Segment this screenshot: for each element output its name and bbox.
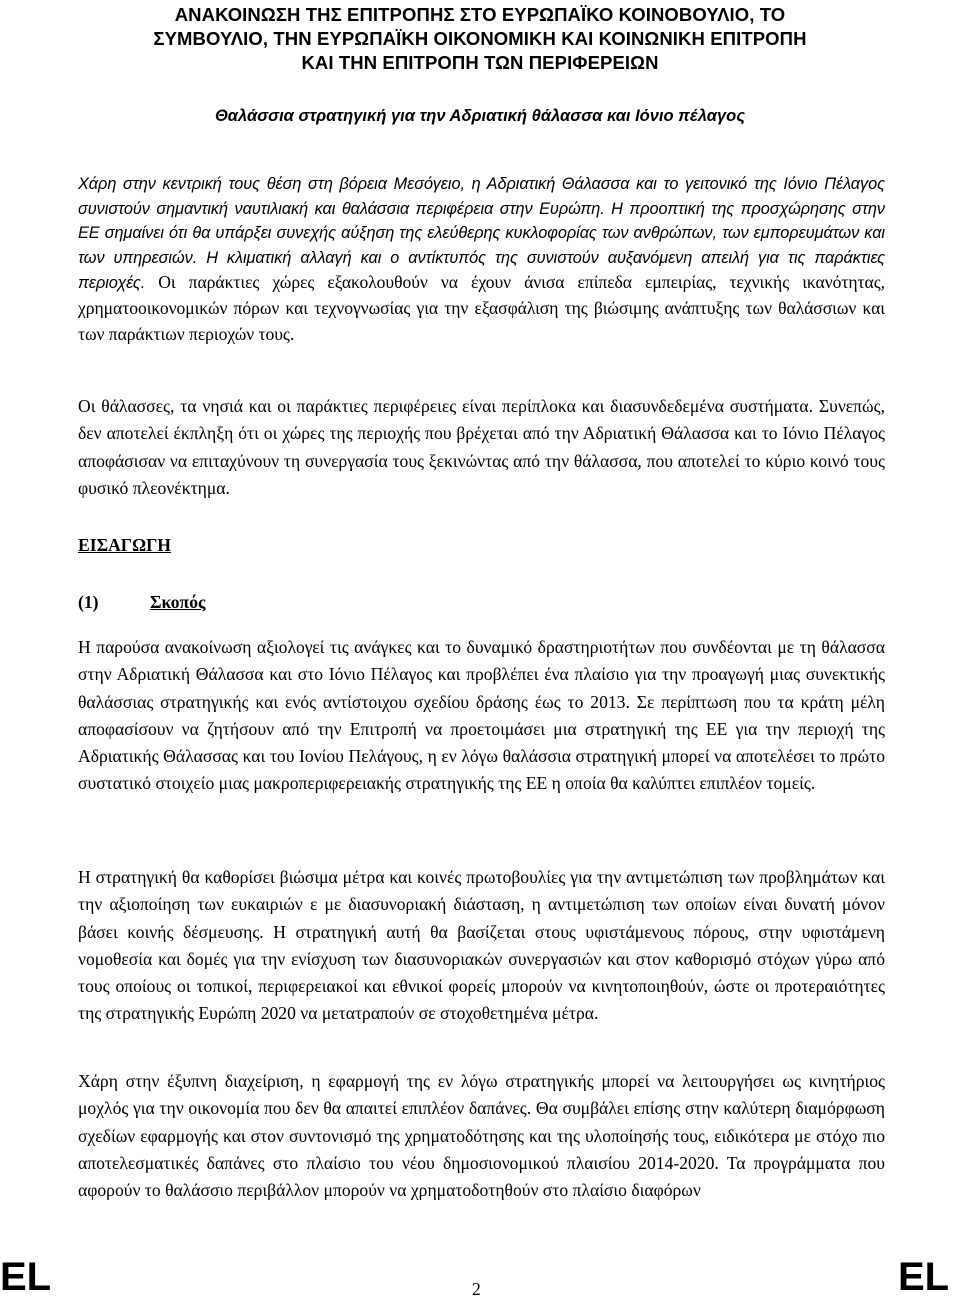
intro-paragraph-1: Η παρούσα ανακοίνωση αξιολογεί τις ανάγκες και το δυναμικό δραστηριοτήτων που συνδέονται με τη θάλασσα στην Αδριατική Θάλασσα και στο Ιόνιο Πέλαγος και προβλέπει ένα πλαίσιο για την προαγωγή μιας συνεκτικής θαλάσσιας στρατηγικής και ενός αντίστοιχου σχεδίου δράσης έως το 2013. Σε περίπτωση που τα κράτη μέλη αποφασίσουν να ζητήσουν από την Επιτροπή να προετοιμάσει μια στρατηγική της ΕΕ για την περιοχή της Αδριατικής Θάλασσας και του Ιονίου Πελάγους, η εν λόγω θαλάσσια στρατηγική μπορεί να αποτελέσει το πρώτο συστατικό στοιχείο μιας μακροπεριφερειακής στρατηγικής της ΕΕ η οποία θα καλύπτει επιπλέον τομείς. xyxy=(78,637,885,794)
title-line: ΣΥΜΒΟΥΛΙΟ, ΤΗΝ ΕΥΡΩΠΑΪΚΗ ΟΙΚΟΝΟΜΙΚΗ ΚΑΙ ΚΟΙΝΩΝΙΚΗ ΕΠΙΤΡΟΠΗ xyxy=(153,28,807,49)
page-number: 2 xyxy=(472,1279,481,1299)
intro-paragraph-3: Χάρη στην έξυπνη διαχείριση, η εφαρμογή της εν λόγω στρατηγικής μπορεί να λειτουργήσει ως κινητήριος μοχλός για την οικονομία που δεν θα απαιτεί επιπλέον δαπάνες. Θα συμβάλει επίσης στην καλύτερη διαμόρφωση σχεδίων εφαρμογής και στον συντονισμό της χρηματοδότησης και της υλοποίησής τους, ειδικότερα με στόχο πιο αποτελεσματικές δαπάνες στο πλαίσιο του νέου δημοσιονομικού πλαισίου 2014-2020. Τα προγράμματα που αφορούν το θαλάσσιο περιβάλλον μπορούν να χρηματοδοτηθούν στο πλαίσιο διαφόρων xyxy=(78,1071,885,1201)
subsection-heading xyxy=(78,592,205,613)
summary-paragraph-2: Οι θάλασσες, τα νησιά και οι παράκτιες περιφέρειες είναι περίπλοκα και διασυνδεδεμένα συστήματα. Συνεπώς, δεν αποτελεί έκπληξη ότι οι χώρες της περιοχής που βρέχεται από την Αδριατική Θάλασσα και το Ιόνιο Πέλαγος αποφάσισαν να επιταχύνουν τη συνεργασία τους ξεκινώντας από την θάλασσα, που αποτελεί το κύριο κοινό τους φυσικό πλεονέκτημα. xyxy=(78,396,885,498)
subsection-title: Σκοπός xyxy=(150,592,206,612)
summary-paragraph-1-italic: Χάρη στην κεντρική τους θέση στη βόρεια Μεσόγειο, η Αδριατική Θάλασσα και το γειτονικό της Ιόνιο Πέλαγος συνιστούν σημαντική ναυτιλιακή και θαλάσσια περιφέρεια στην Ευρώπη. Η προοπτική της προσχώρησης στην ΕΕ σημαίνει ότι θα υπάρξει συνεχής αύξηση της ελεύθερης κυκλοφορίας των ανθρώπων, των εμπορευμάτων και των υπηρεσιών. Η κλιματική αλλαγή και ο αντίκτυπός της συνιστούν αυξανόμενη απειλή για τις παράκτιες περιοχές. xyxy=(78,175,885,293)
footer-language-left: EL xyxy=(0,1255,52,1299)
intro-paragraph-2: Η στρατηγική θα καθορίσει βιώσιμα μέτρα και κοινές πρωτοβουλίες για την αντιμετώπιση των προβλημάτων και την αξιοποίηση των ευκαιριών ε με διασυνοριακή διάσταση, η αντιμετώπιση των οποίων είναι δυνατή μόνον βάσει κοινής δέσμευσης. Η στρατηγική αυτή θα βασίζεται στους υφιστάμενους πόρους, στην υφιστάμενη νομοθεσία και δομές για την ενίσχυση των διασυνοριακών συνεργασιών και στον καθορισμό στόχων γύρω από τους οποίους οι τοπικοί, περιφερειακοί και εθνικοί φορείς μπορούν να κινητοποιηθούν, ώστε οι προτεραιότητες της στρατηγικής Ευρώπη 2020 να μετατραπούν σε στοχοθετημένα μέτρα. xyxy=(78,867,885,1024)
document-subtitle: Θαλάσσια στρατηγική για την Αδριατική θάλασσα και Ιόνιο πέλαγος xyxy=(214,107,746,125)
section-heading-introduction: ΕΙΣΑΓΩΓΗ xyxy=(78,535,171,555)
summary-paragraph-1 xyxy=(78,172,885,347)
title-line: ΑΝΑΚΟΙΝΩΣΗ ΤΗΣ ΕΠΙΤΡΟΠΗΣ ΣΤΟ ΕΥΡΩΠΑΪΚΟ ΚΟΙΝΟΒΟΥΛΙΟ, ΤΟ xyxy=(174,4,786,25)
document-title xyxy=(80,3,880,75)
summary-paragraph-1-tail: Οι παράκτιες χώρες εξακολουθούν να έχουν άνισα επίπεδα εμπειρίας, τεχνικής ικανότητας, χρηματοοικονομικών πόρων και τεχνογνωσίας για την εξασφάλιση της βιώσιμης ανάπτυξης των θαλάσσιων και των παράκτιων περιοχών τους. xyxy=(78,272,885,344)
footer-language-right: EL xyxy=(898,1255,950,1299)
subsection-number: (1) xyxy=(78,592,99,612)
title-line: ΚΑΙ ΤΗΝ ΕΠΙΤΡΟΠΗ ΤΩΝ ΠΕΡΙΦΕΡΕΙΩΝ xyxy=(301,52,659,73)
